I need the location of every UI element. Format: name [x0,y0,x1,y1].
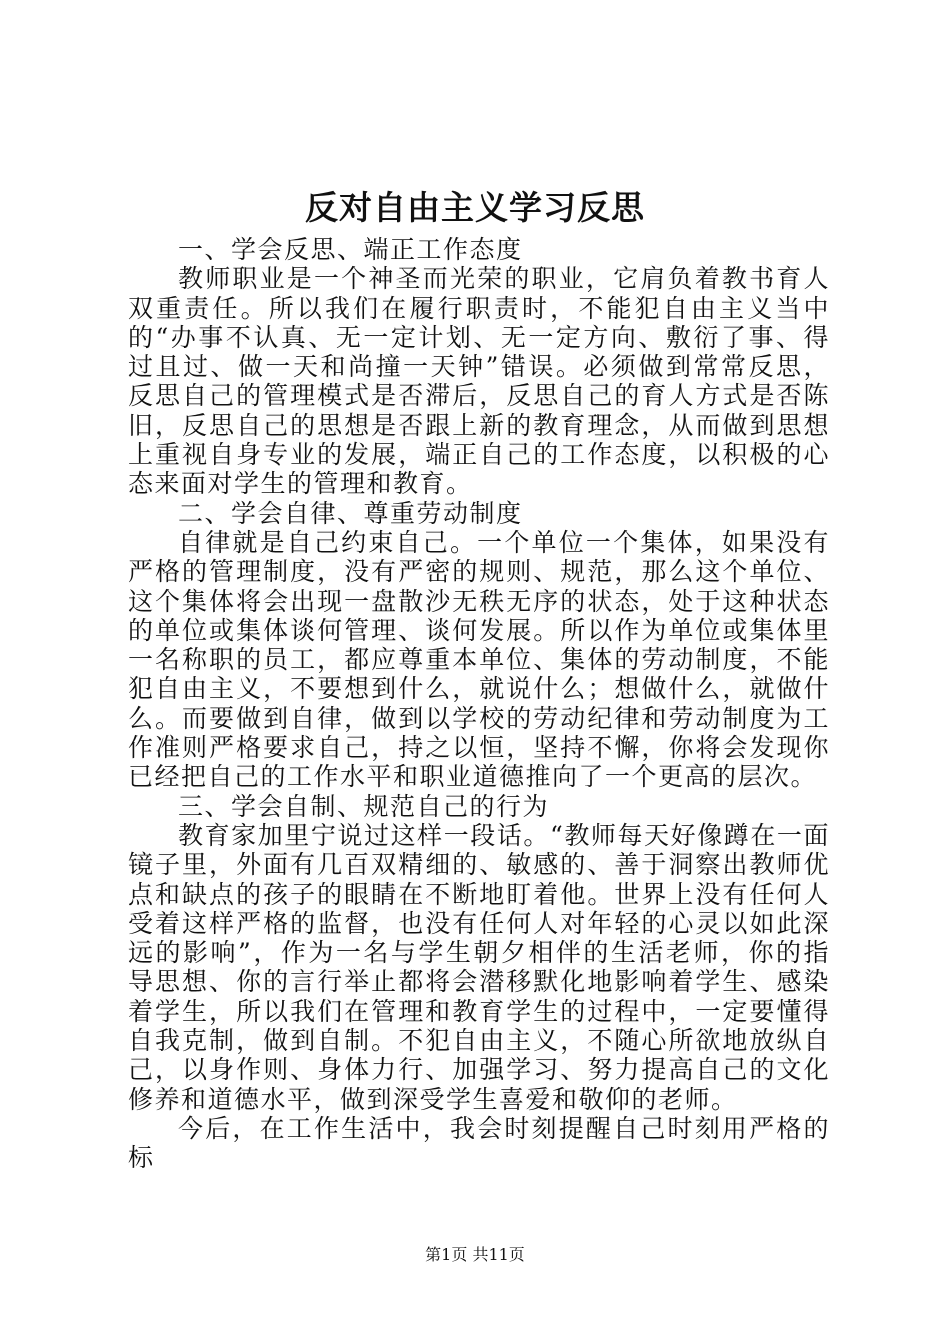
page-footer: 第1页 共11页 [425,1245,525,1264]
section-heading-3: 三、学会自制、规范自己的行为 [178,791,550,821]
paragraph-4: 今后，在工作生活中，我会时刻提醒自己时刻用严格的标 [128,1113,830,1173]
paragraph-2: 自律就是自己约束自己。一个单位一个集体，如果没有严格的管理制度，没有严密的规则、规范，那么这个单位、这个集体将会出现一盘散沙无秩无序的状态，处于这种状态的单位或集体谈何管理、谈何发展。所以作为单位或集体里一名称职的员工，都应尊重本单位、集体的劳动制度，不能犯自由主义，不要想到什么，就说什么；想做什么，就做什么。而要做到自律，做到以学校的劳动纪律和劳动制度为工作准则严格要求自己，持之以恒，坚持不懈，你将会发现你已经把自己的工作水平和职业道德推向了一个更高的层次。 [128,527,830,792]
paragraph-1: 教师职业是一个神圣而光荣的职业，它肩负着教书育人双重责任。所以我们在履行职责时，不能犯自由主义当中的“办事不认真、无一定计划、无一定方向、敷衍了事、得过且过、做一天和尚撞一天钟”错误。必须做到常常反思，反思自己的管理模式是否滞后，反思自己的育人方式是否陈旧，反思自己的思想是否跟上新的教育理念，从而做到思想上重视自身专业的发展，端正自己的工作态度，以积极的心态来面对学生的管理和教育。 [128,264,830,499]
paragraph-3: 教育家加里宁说过这样一段话。“教师每天好像蹲在一面镜子里，外面有几百双精细的、敏感的、善于洞察出教师优点和缺点的孩子的眼睛在不断地盯着他。世界上没有任何人受着这样严格的监督，也没有任何人对年轻的心灵以如此深远的影响”，作为一名与学生朝夕相伴的生活老师，你的指导思想、你的言行举止都将会潜移默化地影响着学生、感染着学生，所以我们在管理和教育学生的过程中，一定要懂得自我克制，做到自制。不犯自由主义，不随心所欲地放纵自己，以身作则、身体力行、加强学习、努力提高自己的文化修养和道德水平，做到深受学生喜爱和敬仰的老师。 [128,820,830,1114]
document-title: 反对自由主义学习反思 [305,188,645,227]
document-body [128,235,830,1173]
section-heading-2: 二、学会自律、尊重劳动制度 [178,498,523,528]
section-heading-1: 一、学会反思、端正工作态度 [178,235,523,264]
